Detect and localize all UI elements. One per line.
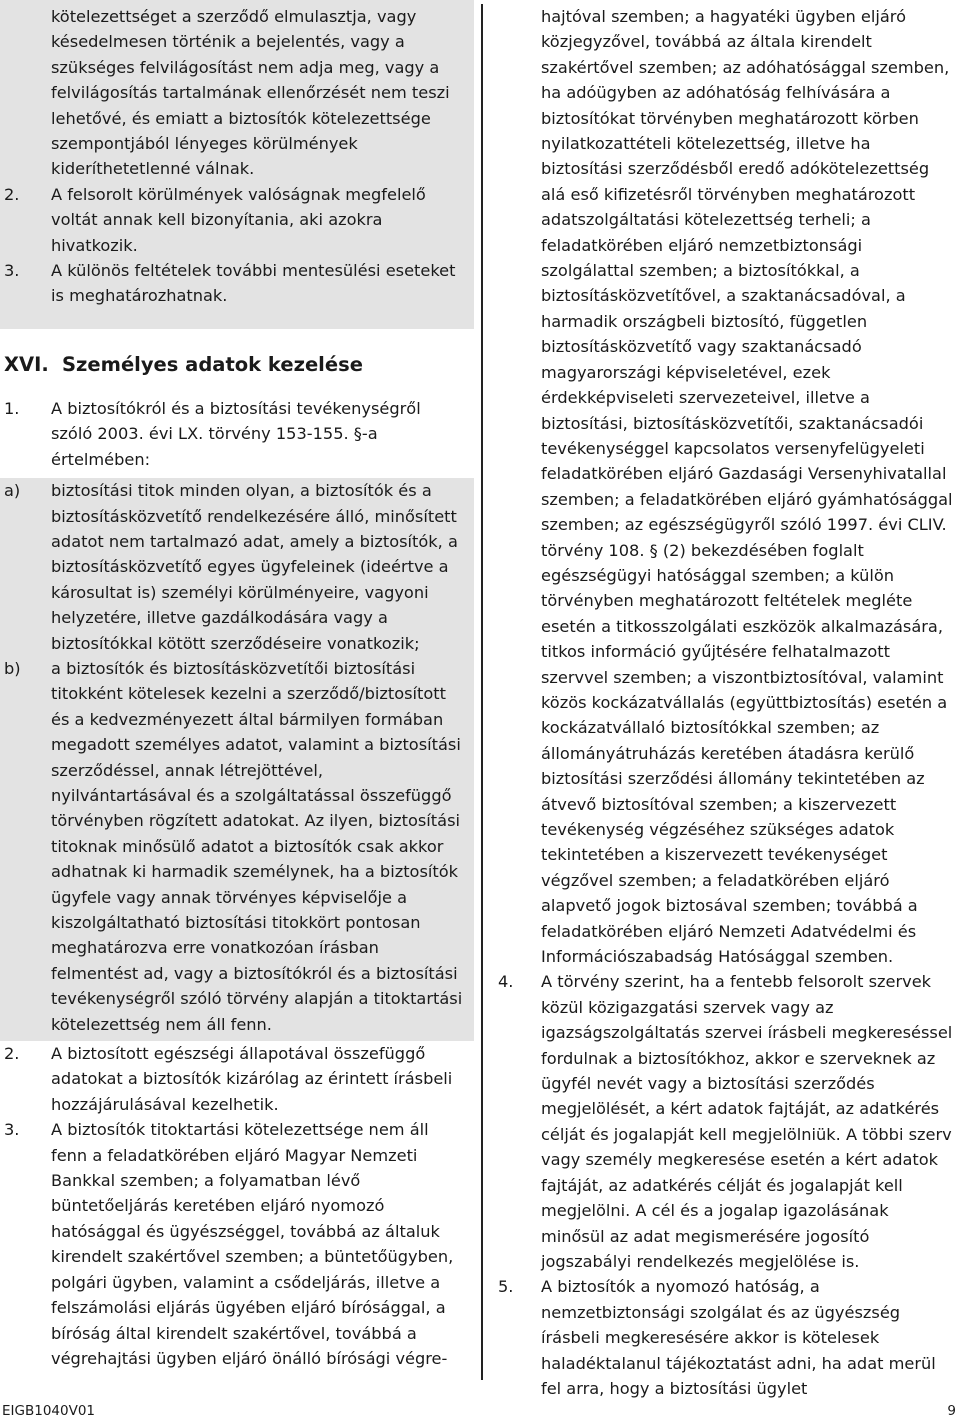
item-number: 3. <box>4 261 20 281</box>
item-number <box>4 4 51 182</box>
item-letter: a) <box>4 481 21 501</box>
item-number: 3. <box>4 1120 20 1140</box>
item-text: A biztosítók a nyomozó hatóság, a nemzetbiztonsági szolgálat és az ügyészség írásbeli megkeresésére akkor is kötelesek haladéktalanul tájékoztatást adni, ha adat merül fel arra, hogy a biztosítási ügylet <box>541 1277 936 1398</box>
shaded-subitems <box>0 478 474 1041</box>
section-title: Személyes adatok kezelése <box>62 352 363 376</box>
item-text: A biztosítók titoktartási kötelezettsége nem áll fenn a feladatkörében eljáró Magyar Nemzeti Bankkal szemben; a folyamatban lévő büntetőeljárás keretében eljáró nyomozó hatósággal és ügyészséggel, továbbá az általuk kirendelt szakértővel szemben; a büntetőügyben, polgári ügyben, valamint a csődeljárás, illetve a felszámolási eljárás ügyében eljáró bírósággal, a bíróság által kirendelt szakértővel, továbbá a végrehajtási ügyben eljáró önálló bírósági végre- <box>51 1120 454 1368</box>
list-item <box>494 1274 956 1401</box>
list-item <box>4 656 464 1037</box>
item-number: 2. <box>4 184 20 204</box>
item-text: biztosítási titok minden olyan, a biztosítók és a biztosításközvetítő rendelkezésére álló, minősített adatot nem tartalmazó adat, amely a biztosítók, a biztosításközvetítő egyes ügyfeleinek (ideértve a károsultat is) személyi körülményeire, vagyoni helyzetére, illetve gazdálkodására vagy a biztosítókkal kötött szerződéseire vonatkozik; <box>51 481 458 653</box>
left-column <box>0 0 474 1371</box>
continuation-paragraph <box>494 4 956 969</box>
list-item <box>4 182 464 258</box>
item-number: 5. <box>498 1277 514 1297</box>
list-item <box>4 1117 464 1371</box>
list-item <box>4 4 464 182</box>
top-shaded-block <box>0 0 474 329</box>
right-column <box>494 4 956 1401</box>
list-item <box>4 396 464 472</box>
item-text: kötelezettséget a szerződő elmulasztja, vagy késedelmesen történik a bejelentés, vagy a szükséges felvilágosítást nem adja meg, vagy a felvilágosítás tartalmának ellenőrzését nem teszi lehetővé, és emiatt a biztosítók kötelezettsége szempontjából lényeges körülmények kideríthetetlenné válnak. <box>51 7 450 179</box>
item-number: 2. <box>4 1044 20 1064</box>
section-intro <box>0 396 474 472</box>
item-text: A felsorolt körülmények valóságnak megfelelő voltát annak kell bizonyítania, aki azokra hivatkozik. <box>51 184 426 255</box>
section-heading <box>0 329 474 396</box>
page-number: 9 <box>947 1403 956 1419</box>
item-text: a biztosítók és biztosításközvetítői biztosítási titokként kötelesek kezelni a szerződő/biztosított és a kedvezményezett által bármilyen formában megadott személyes adatot, valamint a biztosítási szerződéssel, annak létrejöttével, nyilvántartásával és a szolgáltatással összefüggő törvényben rögzített adatokat. Az ilyen, biztosítási titoknak minősülő adatot a biztosítók csak akkor adhatnak ki harmadik személynek, ha a biztosítók ügyfele vagy annak törvényes képviselője a kiszolgáltatható biztosítási titokkört pontosan meghatározva erre vonatkozóan írásban felmentést ad, vagy a biztosítókról és a biztosítási tevékenységről szóló törvény alapján a titoktartási kötelezettség nem áll fenn. <box>51 658 463 1034</box>
list-item <box>4 1041 464 1117</box>
item-number: 1. <box>4 398 20 418</box>
item-text: A törvény szerint, ha a fentebb felsorolt szervek közül közigazgatási szervek vagy az igazságszolgáltatás szervei írásbeli megkereséssel fordulnak a biztosítókhoz, akkor e szerveknek az ügyfél nevét vagy a biztosítási szerződés megjelölését, a kért adatok fajtáját, az adatkérés célját és jogalapját kell megjelölniük. A többi szerv vagy személy megkeresése esetén a kért adatok fajtáját, az adatkérés célját és jogalapját kell megjelölni. A cél és a jogalap igazolásának minősül az adat megismerésére jogosító jogszabályi rendelkezés megjelölése is. <box>541 972 953 1271</box>
item-text: hajtóval szemben; a hagyatéki ügyben eljáró közjegyzővel, továbbá az általa kirendelt szakértővel szemben; az adóhatósággal szemben, ha adóügyben az adóhatóság felhívására a biztosítókat törvényben meghatározott körben nyilatkozattételi kötelezettség, illetve ha biztosítási szerződésből eredő adókötelezettség alá eső kifizetésről törvényben meghatározott adatszolgáltatási kötelezettség terheli; a feladatkörében eljáró nemzetbiztonsági szolgálattal szemben; a biztosítókkal, a biztosításközvetítővel, a szaktanácsadóval, a harmadik országbeli biztosító, független biztosításközvetítő vagy szaktanácsadó magyarországi képviseletével, ezek érdekképviseleti szervezeteivel, illetve a biztosítási, biztosításközvetítői, szaktanácsadói tevékenységgel kapcsolatos versenyfelügyeleti feladatkörében eljáró Gazdasági Versenyhivatallal szemben; a feladatkörében eljáró gyámhatósággal szemben; az egészségügyről szóló 1997. évi CLIV. törvény 108. § (2) bekezdésében foglalt egészségügyi hatósággal szemben; a külön törvényben meghatározott feltételek megléte esetén a titkosszolgálati eszközök alkalmazására, titkos információ gyűjtésére felhatalmazott szervvel szemben; a viszontbiztosítóval, valamint közös kockázatvállalás (együttbiztosítás) esetén a kockázatvállaló biztosítókkal szemben; az állományátruházás keretében átadásra kerülő biztosítási szerződési állomány tekintetében az átvevő biztosítóval szemben; a kiszervezett tevékenység végzéséhez szükséges adatok tekintetében a kiszervezett tevékenységet végzővel szemben; a feladatkörében eljáró alapvető jogok biztosával szemben; továbbá a feladatkörében eljáró Nemzeti Adatvédelmi és Információszabadság Hatósággal szemben. <box>541 7 953 967</box>
list-item <box>4 258 464 309</box>
item-text: A különös feltételek további mentesülési eseteket is meghatározhatnak. <box>51 261 456 306</box>
section-number: XVI. <box>4 352 49 376</box>
item-letter: b) <box>4 658 21 678</box>
column-divider <box>481 4 483 1380</box>
item-number: 4. <box>498 972 514 992</box>
section-continuation <box>0 1041 474 1371</box>
item-number <box>494 4 541 969</box>
list-item <box>494 969 956 1274</box>
list-item <box>4 478 464 656</box>
document-code: EIGB1040V01 <box>2 1403 96 1419</box>
item-text: A biztosítókról és a biztosítási tevékenységről szóló 2003. évi LX. törvény 153-155. §-a értelmében: <box>51 398 421 469</box>
item-text: A biztosított egészségi állapotával összefüggő adatokat a biztosítók kizárólag az érintett írásbeli hozzájárulásával kezelhetik. <box>51 1044 453 1114</box>
